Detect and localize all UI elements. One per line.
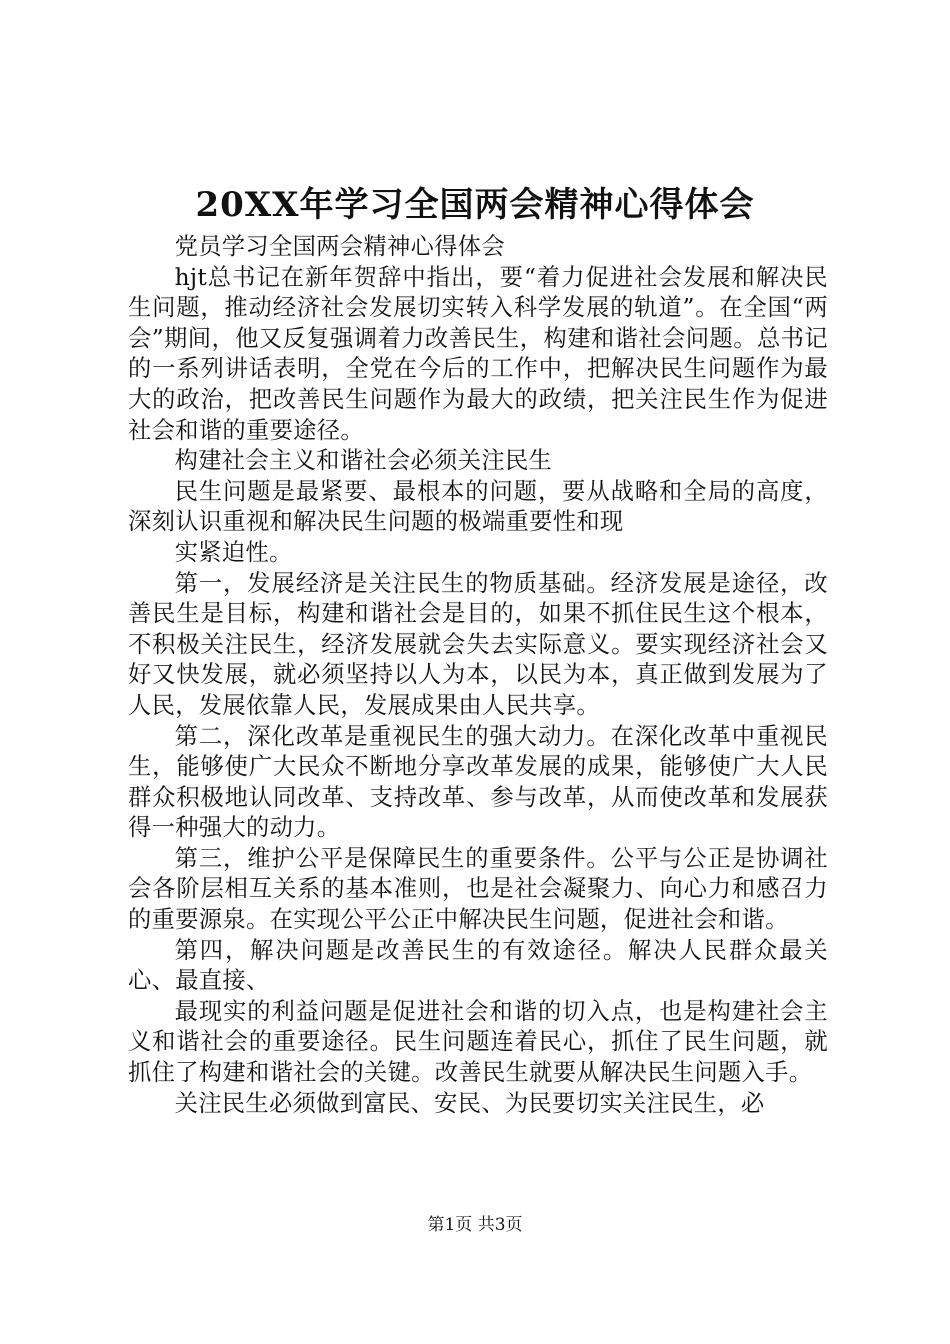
paragraph-first-point: 第一，发展经济是关注民生的物质基础。经济发展是途径，改善民生是目标，构建和谐社会是目的，如果不抓住民生这个根本，不积极关注民生，经济发展就会失去实际意义。要实现经济社会又好又快发展，就必须坚持以人为本，以民为本，真正做到发展为了人民，发展依靠人民，发展成果由人民共享。: [128, 569, 828, 719]
paragraph-fourth-point: 第四，解决问题是改善民生的有效途径。解决人民群众最关心、最直接、: [128, 936, 828, 995]
paragraph-third-point: 第三，维护公平是保障民生的重要条件。公平与公正是协调社会各阶层相互关系的基本准则，也是社会凝聚力、向心力和感召力的重要源泉。在实现公平公正中解决民生问题，促进社会和谐。: [128, 844, 828, 934]
document-title: 20XX年学习全国两会精神心得体会: [195, 185, 755, 225]
document-body: [128, 232, 828, 1119]
page-number-footer: 第1页 共3页: [427, 1215, 523, 1235]
paragraph: 最现实的利益问题是促进社会和谐的切入点，也是构建社会主义和谐社会的重要途径。民生问题连着民心，抓住了民生问题，就抓住了构建和谐社会的关键。改善民生就要从解决民生问题入手。: [128, 997, 828, 1087]
paragraph-intro: hjt总书记在新年贺辞中指出，要“着力促进社会发展和解决民生问题，推动经济社会发展切实转入科学发展的轨道”。在全国“两会”期间，他又反复强调着力改善民生，构建和谐社会问题。总书记的一系列讲话表明，全党在今后的工作中，把解决民生问题作为最大的政治，把改善民生问题作为最大的政绩，把关注民生作为促进社会和谐的重要途径。: [128, 263, 828, 444]
paragraph: 实紧迫性。: [174, 538, 293, 566]
paragraph-subtitle: 党员学习全国两会精神心得体会: [174, 233, 505, 260]
paragraph-heading: 构建社会主义和谐社会必须关注民生: [174, 447, 553, 475]
paragraph: 民生问题是最紧要、最根本的问题，要从战略和全局的高度，深刻认识重视和解决民生问题的极端重要性和现: [128, 477, 828, 536]
paragraph: 关注民生必须做到富民、安民、为民要切实关注民生，必: [174, 1089, 765, 1117]
paragraph-second-point: 第二，深化改革是重视民生的强大动力。在深化改革中重视民生，能够使广大民众不断地分享改革发展的成果，能够使广大人民群众积极地认同改革、支持改革、参与改革，从而使改革和发展获得一种强大的动力。: [128, 722, 828, 842]
